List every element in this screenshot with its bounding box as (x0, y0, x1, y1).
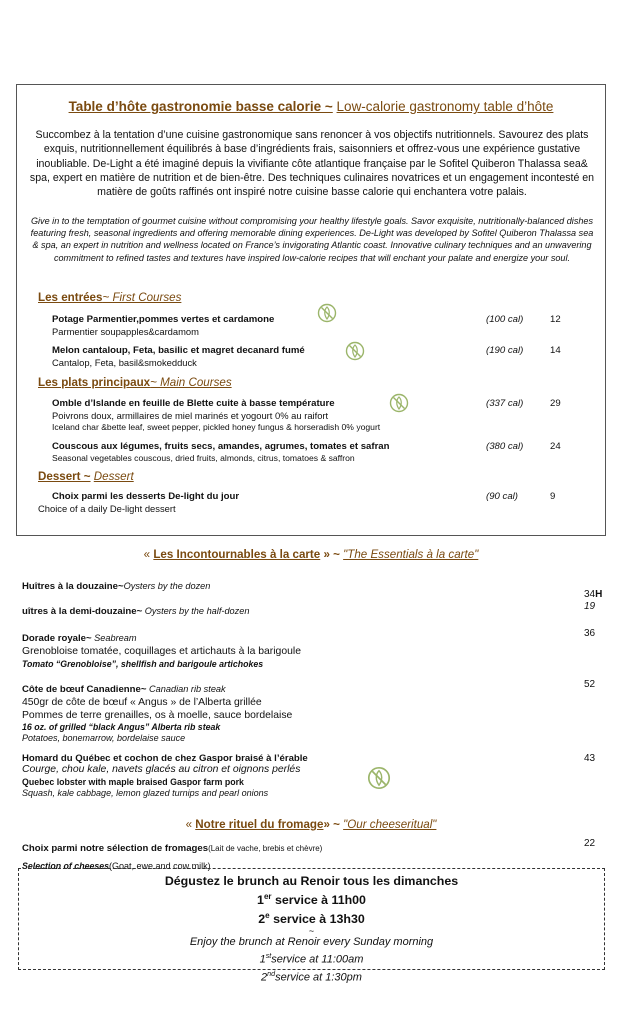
dish-name: Choix parmi les desserts De-light du jour (52, 491, 240, 502)
en2-text: service at 11:00am (271, 953, 364, 966)
essentials-en: "The Essentials à la carte" (343, 548, 479, 561)
menu-item-homard (22, 753, 562, 799)
menu-item (52, 441, 522, 464)
s1-sup: er (263, 892, 272, 901)
s2-text: service à 13h30 (269, 912, 365, 927)
dish-description-en: Iceland char &bette leaf, sweet pepper, pickled honey fungus & horseradish 0% yogurt (52, 422, 381, 432)
item-description-en: Squash, kale cabbage, lemon glazed turnips and pearl onions (22, 787, 269, 798)
title-fr: Table d’hôte gastronomie basse calorie ~ (68, 99, 333, 114)
section-principaux-fr: Les plats principaux (38, 376, 151, 389)
menu-item-cote-boeuf (22, 679, 562, 744)
dish-calories: (190 cal) (486, 345, 524, 356)
price-suffix: H (595, 589, 603, 600)
item-name-en: Oysters by the dozen (123, 581, 211, 591)
en2-num: 1 (259, 953, 266, 966)
menu-item (38, 491, 522, 515)
en3-num: 2 (261, 971, 268, 984)
item-name-en: Oysters by the half-dozen (142, 606, 250, 616)
essentials-fr: Les Incontournables à la carte (153, 548, 321, 561)
quote-open: « (143, 548, 154, 561)
dish-name: Melon cantaloup, Feta, basilic et magret decanard fumé (52, 345, 305, 356)
item-price: 36 (584, 628, 596, 639)
menu-item-dorade (22, 628, 562, 670)
item-description: Courge, chou kale, navets glacés au citron et oignons perlés (22, 764, 301, 775)
item-description: Pommes de terre grenailles, os à moelle, sauce bordelaise (22, 709, 293, 721)
item-price (584, 589, 602, 600)
s1-num: 1 (257, 893, 264, 908)
section-entrees-fr: Les entrées (38, 291, 103, 304)
table-hote-title (17, 99, 605, 114)
brunch-title-en: Enjoy the brunch at Renoir every Sunday morning (189, 936, 434, 949)
gluten-free-leaf-icon (317, 303, 337, 323)
menu-item (52, 345, 522, 369)
section-essentials-heading (0, 548, 622, 561)
intro-en: Give in to the temptation of gourmet cuisine without compromising your healthy lifestyle goals. Savor exquisite, nutritionally-balanced dishes featuring fresh, seasonal ingredients and offering memorable dining experiences. De-Light was developed by Sofitel Quiberon Thalassa sea & spa, an expert in nutrition and wellness located on France’s invigorating Atlantic coast. Innovative culinary techniques and an unwavering commitment to refined tastes and textures have inspired low-calorie recipes that will enchant your palate and energize your soul. (30, 216, 594, 263)
dish-price: 9 (550, 491, 556, 502)
price-value: 34 (584, 589, 596, 600)
item-name-en: Canadian rib steak (146, 684, 226, 694)
brunch-service-1 (19, 889, 604, 908)
dish-price: 14 (550, 345, 561, 356)
gluten-free-leaf-icon (367, 766, 391, 790)
cheese-en: "Our cheeseritual" (343, 818, 437, 831)
dish-description-en: Seasonal vegetables couscous, dried fruits, almonds, citrus, tomatoes & saffron (52, 453, 355, 463)
brunch-title: Dégustez le brunch au Renoir tous les dimanches (164, 874, 459, 888)
item-description-en: 16 oz. of grilled “black Angus” Alberta rib steak (22, 722, 221, 732)
gluten-free-leaf-icon (345, 341, 365, 361)
en3-sup: nd (267, 969, 276, 978)
section-cheese-heading (0, 818, 622, 831)
brunch-divider: ~ (308, 926, 315, 937)
title-en: Low-calorie gastronomy table d’hôte (336, 99, 554, 114)
section-dessert-fr: Dessert ~ (38, 470, 91, 483)
dish-calories: (100 cal) (486, 314, 524, 325)
dish-description: Parmentier soupapples&cardamom (52, 326, 199, 337)
brunch-service-2 (19, 908, 604, 927)
brunch-box (18, 868, 605, 984)
item-description: Grenobloise tomatée, coquillages et artichauts à la barigoule (22, 646, 301, 657)
dish-price: 12 (550, 314, 561, 325)
item-name: Choix parmi notre sélection de fromages (22, 843, 209, 854)
quote-open: « (185, 818, 196, 831)
menu-item (52, 314, 522, 338)
table-hote-box (16, 84, 606, 536)
s2-num: 2 (258, 912, 266, 927)
item-name: uîtres à la demi-douzaine~ (22, 606, 143, 617)
menu-item (52, 398, 522, 433)
dish-calories: (90 cal) (486, 491, 518, 502)
item-price: 19 (584, 601, 596, 612)
section-dessert-en: Dessert (93, 470, 134, 483)
section-entrees (38, 291, 181, 304)
dish-name: Potage Parmentier,pommes vertes et cardamone (52, 314, 275, 325)
dish-description: Poivrons doux, armillaires de miel marinés et yogourt 0% au raifort (52, 410, 329, 421)
item-milk-en: (Goat, ewe and cow milk) (109, 861, 211, 871)
item-description: 450gr de côte de bœuf « Angus » de l’Alberta grillée (22, 697, 262, 708)
gluten-free-leaf-icon (389, 393, 409, 413)
item-name: Homard du Québec et cochon de chez Gaspor braisé à l’érable (22, 753, 308, 764)
section-principaux (38, 376, 232, 389)
dish-name: Couscous aux légumes, fruits secs, amandes, agrumes, tomates et safran (52, 441, 390, 452)
item-name: Huîtres à la douzaine~ (22, 581, 124, 592)
quote-close: » ~ (320, 548, 344, 561)
item-milk-fr: (Lait de vache, brebis et chèvre) (208, 844, 323, 853)
dish-price: 29 (550, 398, 561, 409)
s2-sup: e (265, 911, 270, 921)
item-description-en: Quebec lobster with maple braised Gaspor farm pork (22, 776, 244, 787)
dish-calories: (380 cal) (486, 441, 524, 452)
dish-description: Choice of a daily De-light dessert (38, 503, 176, 514)
item-name-en: Selection of cheeses (22, 861, 110, 871)
item-name: Dorade royale~ (22, 633, 92, 644)
item-description-en: Tomato “Grenobloise”, shellfish and barigoule artichokes (22, 658, 264, 669)
menu-item-oysters-half (22, 601, 562, 619)
item-price: 52 (584, 679, 596, 690)
brunch-service-2-en (19, 967, 604, 985)
item-name: Côte de bœuf Canadienne~ (22, 684, 147, 695)
item-price: 22 (584, 838, 596, 849)
section-dessert (38, 470, 134, 483)
section-entrees-en: ~ First Courses (102, 291, 182, 304)
en2-sup: st (265, 952, 272, 961)
item-name-en: Seabream (91, 633, 137, 643)
en3-text: service at 1:30pm (275, 971, 362, 984)
intro-fr: Succombez à la tentation d’une cuisine gastronomique sans renoncer à vos objectifs nutritionnels. Savourez des plats exquis, nutritionnellement équilibrés à base d’ingrédients frais, saisonniers et offrez-vous une expérience gustative inoubliable. De-Light a été imaginé depuis la vivifiante côte atlantique française par le Sofitel Quiberon Thalassa sea& spa, expert en matière de nutrition et de bien-être. Des techniques culinaires novatrices et un engagement incontesté en matière de goûts raffinés ont inspiré notre cuisine basse calorie qui enchantera votre palais. (29, 129, 595, 199)
cheese-fr: Notre rituel du fromage (195, 818, 324, 831)
item-price: 43 (584, 753, 596, 764)
menu-item-oysters-dozen (22, 576, 562, 594)
brunch-service-1-en (19, 949, 604, 967)
dish-calories: (337 cal) (486, 398, 524, 409)
dish-description: Cantalop, Feta, basil&smokedduck (52, 357, 197, 368)
quote-close: » ~ (323, 818, 344, 831)
item-description-en: Potatoes, bonemarrow, bordelaise sauce (22, 733, 186, 743)
s1-text: service à 11h00 (271, 893, 366, 908)
dish-price: 24 (550, 441, 561, 452)
dish-name: Omble d’Islande en feuille de Blette cuite à basse température (52, 398, 335, 409)
section-principaux-en: ~ Main Courses (150, 376, 232, 389)
